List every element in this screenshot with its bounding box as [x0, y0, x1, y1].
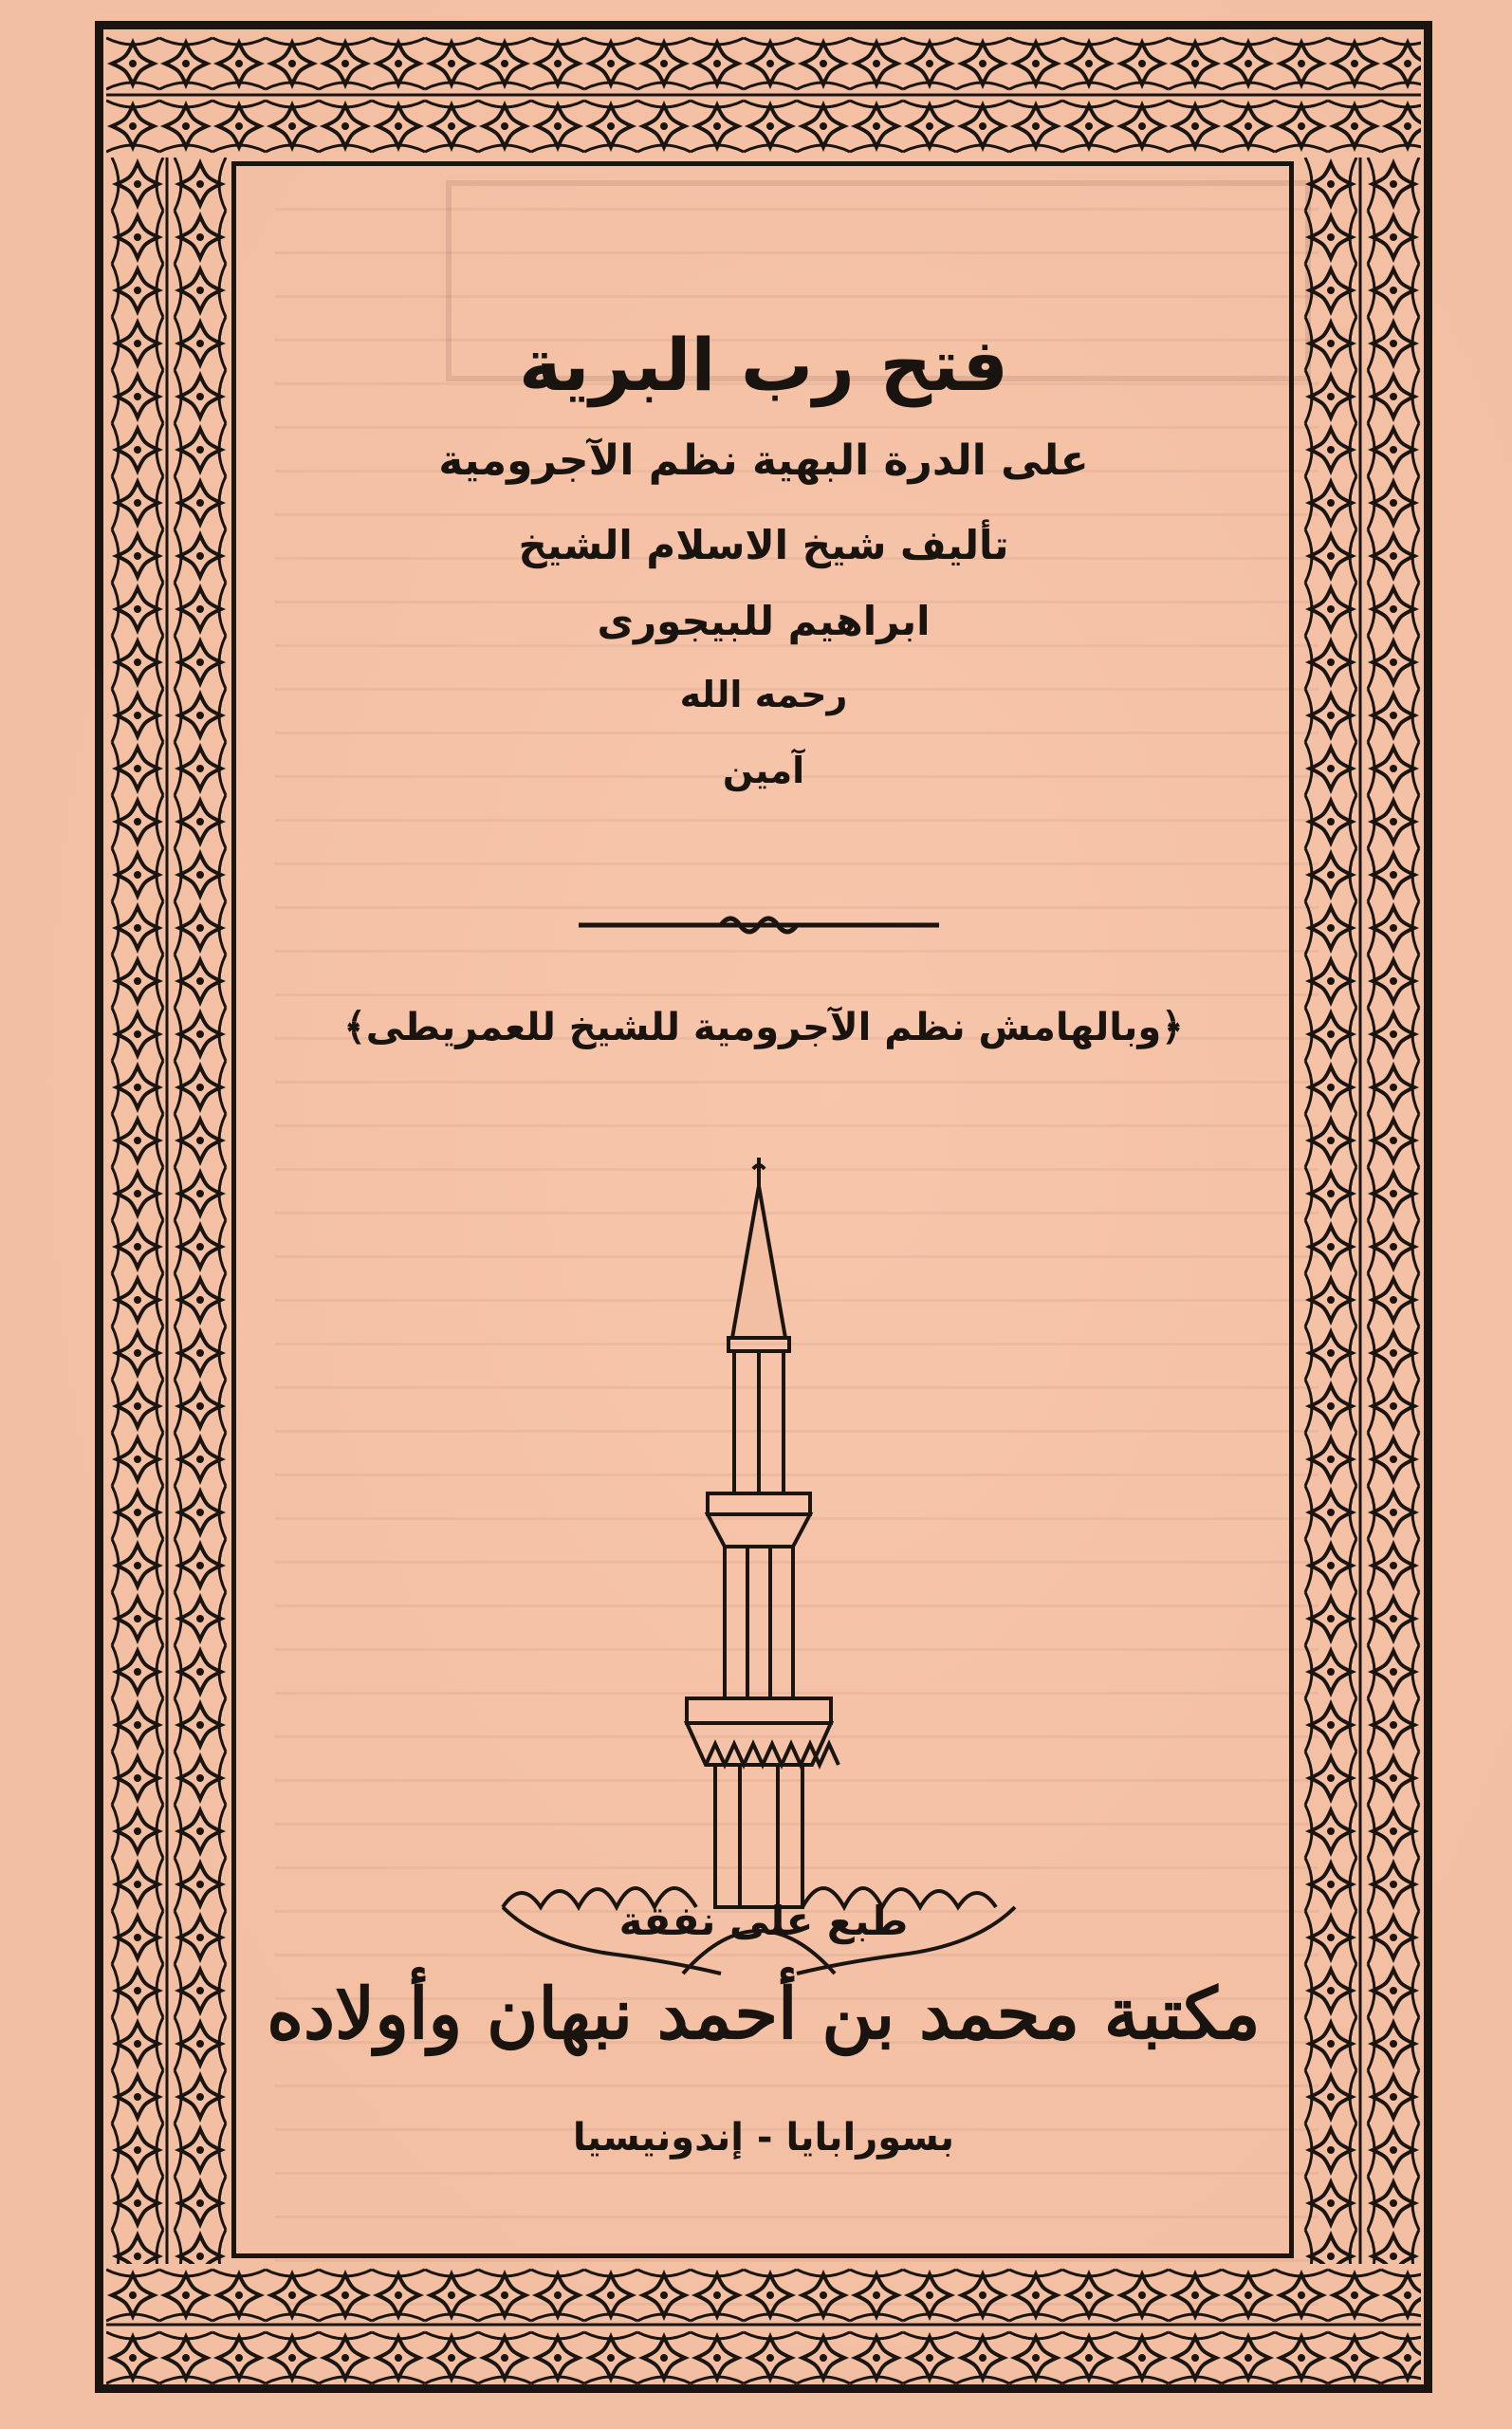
publisher-name: مكتبة محمد بن أحمد نبهان وأولاده — [267, 1974, 1261, 2055]
publisher-city: بسورابايا - إندونيسيا — [572, 2116, 955, 2160]
blessing-line: رحمه الله — [679, 674, 848, 715]
ornamental-divider — [579, 911, 939, 939]
printed-at-label: طبع على نفقة — [618, 1898, 909, 1944]
book-title: فتح رب البرية — [518, 323, 1009, 407]
author-line-1: تأليف شيخ الاسلام الشيخ — [518, 522, 1009, 568]
author-line-2: ابراهيم للبيجورى — [597, 598, 931, 644]
title-page-content — [237, 171, 1290, 2258]
book-subtitle: على الدرة البهية نظم الآجرومية — [438, 436, 1089, 485]
margin-note: ﴿وبالهامش نظم الآجرومية للشيخ للعمريطى﴾ — [343, 1006, 1184, 1049]
amen-line: آمين — [722, 750, 805, 791]
minaret-illustration — [484, 1158, 1034, 1993]
